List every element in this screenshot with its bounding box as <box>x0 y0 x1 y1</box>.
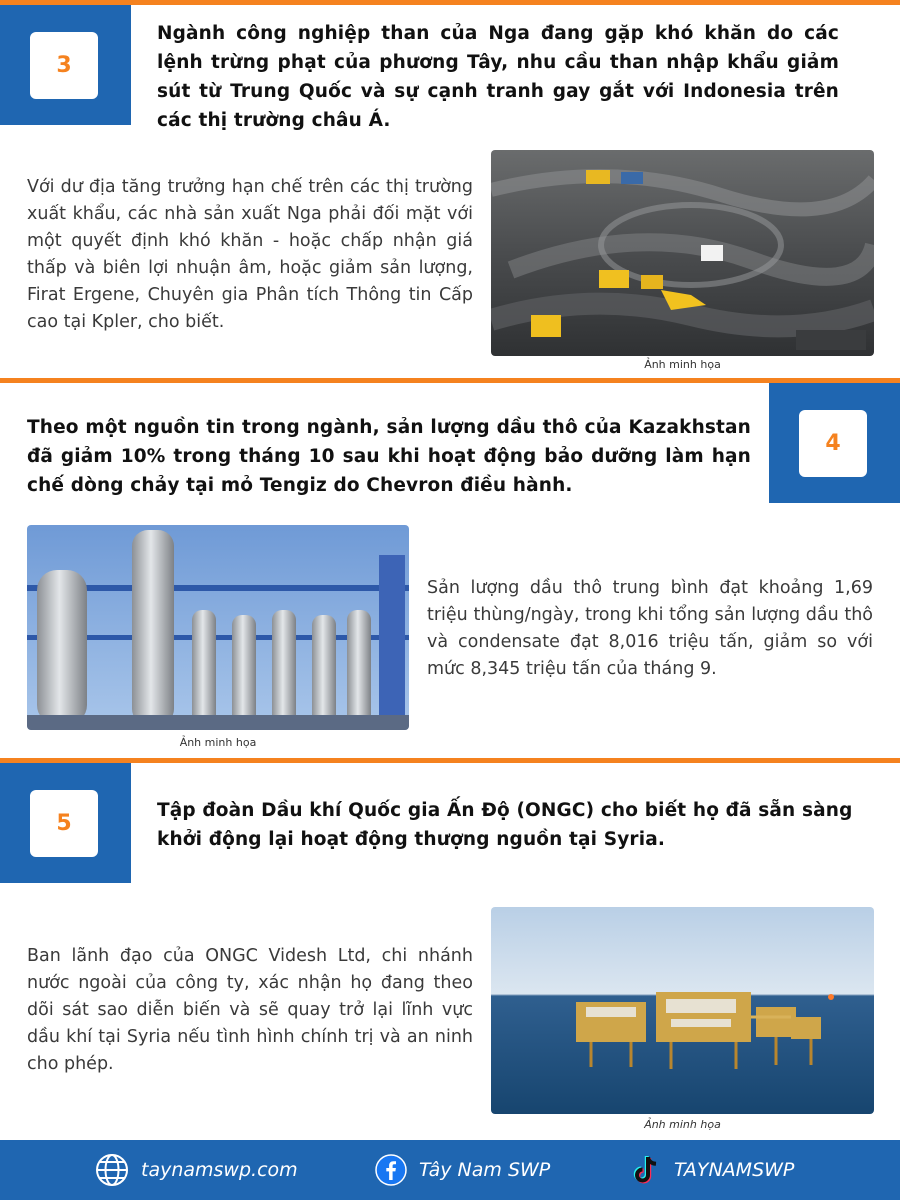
number-tab <box>0 5 131 125</box>
news-item-3 <box>0 0 900 378</box>
news-item-4 <box>0 378 900 758</box>
website-link[interactable] <box>95 1153 298 1187</box>
item-number: 5 <box>30 790 98 857</box>
section-divider <box>0 758 900 763</box>
number-tab <box>0 763 131 883</box>
headline: Tập đoàn Dầu khí Quốc gia Ấn Độ (ONGC) cho biết họ đã sẵn sàng khởi động lại hoạt động thượng nguồn tại Syria. <box>157 800 853 850</box>
tiktok-label: TAYNAMSWP <box>674 1159 795 1181</box>
website-label: taynamswp.com <box>141 1159 298 1181</box>
body-text: Với dư địa tăng trưởng hạn chế trên các thị trường xuất khẩu, các nhà sản xuất Nga phải đối mặt với một quyết định khó khăn - hoặc chấp nhận giá thấp và biên lợi nhuận âm, hoặc giảm sản lượng, Firat Ergene, Chuyên gia Phân tích Thông tin Cấp cao tại Kpler, cho biết. <box>27 177 473 332</box>
globe-icon <box>95 1153 129 1187</box>
body-text: Ban lãnh đạo của ONGC Videsh Ltd, chi nhánh nước ngoài của công ty, xác nhận họ đang theo dõi sát sao diễn biến và sẽ quay trở lại lĩnh vực dầu khí tại Syria nếu tình hình chính trị và an ninh cho phép. <box>27 946 473 1074</box>
offshore-platform-photo <box>491 907 874 1114</box>
top-divider <box>0 0 900 5</box>
facebook-link[interactable] <box>375 1153 550 1187</box>
body-text: Sản lượng dầu thô trung bình đạt khoảng 1,69 triệu thùng/ngày, trong khi tổng sản lượng dầu thô và condensate đạt 8,016 triệu tấn, giảm so với mức 8,345 triệu tấn của tháng 9. <box>427 578 873 679</box>
item-number: 3 <box>30 32 98 99</box>
photo-caption: Ảnh minh họa <box>179 736 257 749</box>
facebook-label: Tây Nam SWP <box>419 1159 551 1181</box>
facebook-icon <box>375 1154 407 1186</box>
section-divider <box>0 378 900 383</box>
number-tab <box>769 383 900 503</box>
headline: Ngành công nghiệp than của Nga đang gặp khó khăn do các lệnh trừng phạt của phương Tây, nhu cầu than nhập khẩu giảm sút từ Trung Quốc và sự cạnh tranh gay gắt với Indonesia trên các thị trường châu Á. <box>157 23 839 131</box>
photo-caption: Ảnh minh họa <box>644 358 721 371</box>
photo-caption: Ảnh minh họa <box>644 1118 721 1131</box>
coal-mine-photo <box>491 150 874 356</box>
item-number: 4 <box>799 410 867 477</box>
news-item-5 <box>0 758 900 1140</box>
refinery-photo <box>27 525 409 730</box>
tiktok-link[interactable] <box>632 1153 794 1187</box>
headline: Theo một nguồn tin trong ngành, sản lượng dầu thô của Kazakhstan đã giảm 10% trong tháng 10 sau khi hoạt động bảo dưỡng làm hạn chế dòng chảy tại mỏ Tengiz do Chevron điều hành. <box>27 417 751 496</box>
footer-bar <box>0 1140 900 1200</box>
tiktok-icon <box>632 1154 662 1186</box>
